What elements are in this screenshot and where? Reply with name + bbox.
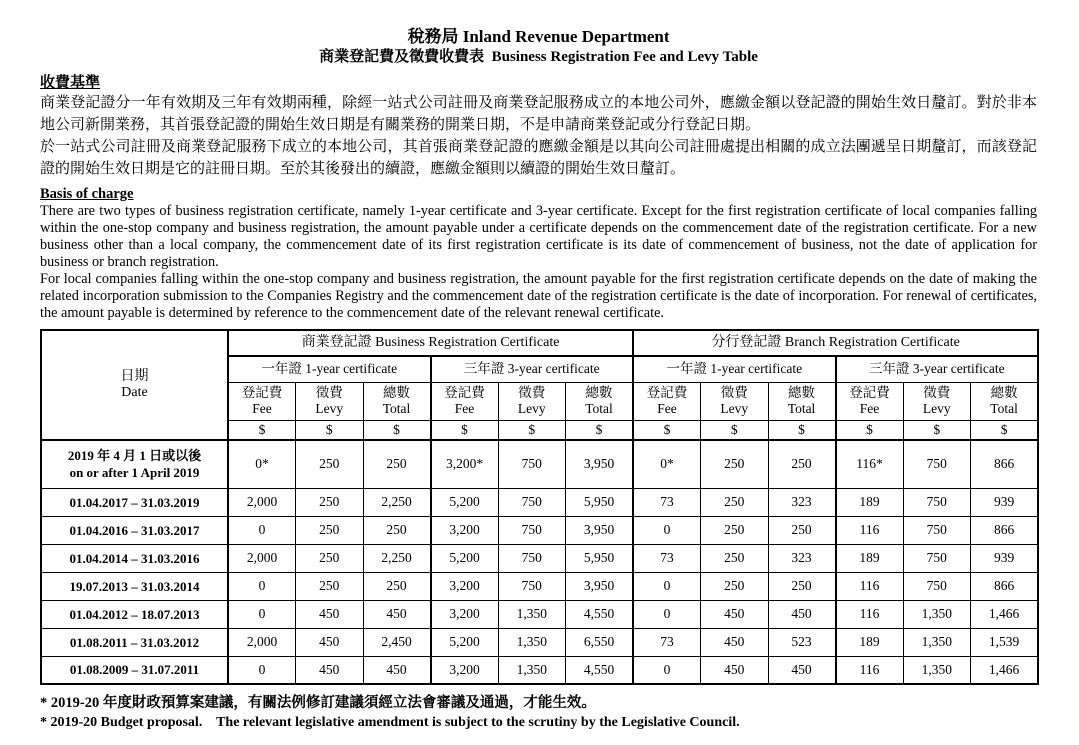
value-cell: 450: [768, 656, 836, 684]
value-cell: 5,950: [566, 488, 634, 516]
value-cell: 750: [903, 488, 971, 516]
value-cell: 250: [296, 572, 364, 600]
value-cell: 189: [836, 544, 904, 572]
date-cell: 19.07.2013 – 31.03.2014: [41, 572, 228, 600]
group-header-business-registration: 商業登記證 Business Registration Certificate: [228, 330, 633, 356]
value-cell: 0: [633, 572, 701, 600]
basis-paragraph-zh-1: 商業登記證分一年有效期及三年有效期兩種，除經一站式公司註冊及商業登記服務成立的本地公司外，應繳金額以登記證的開始生效日釐訂。對於非本地公司新開業務，其首張登記證的開始生效日期是有關業務的開業日期，不是申請商業登記或分行登記日期。: [40, 95, 1037, 133]
value-cell: 450: [701, 600, 769, 628]
value-cell: 0: [228, 656, 296, 684]
basis-of-charge-heading-zh: 收費基準: [40, 75, 101, 91]
value-cell: 1,350: [903, 656, 971, 684]
table-row: [41, 488, 1038, 516]
column-header-total: 總數 Total: [363, 382, 431, 420]
value-cell: 250: [701, 516, 769, 544]
value-cell: 189: [836, 488, 904, 516]
value-cell: 750: [903, 440, 971, 488]
value-cell: 189: [836, 628, 904, 656]
column-header-total: 總數 Total: [566, 382, 634, 420]
column-header-total: 總數 Total: [971, 382, 1039, 420]
table-row: [41, 600, 1038, 628]
value-cell: 250: [768, 440, 836, 488]
table-group-header-row: [41, 330, 1038, 356]
value-cell: 2,250: [363, 488, 431, 516]
value-cell: 750: [903, 572, 971, 600]
currency-header: $: [566, 420, 634, 440]
table-row: [41, 656, 1038, 684]
basis-paragraph-en-1: There are two types of business registration certificate, namely 1-year certificate and 3-year certificate. Except for the first registration certificate of local companies falling within the one-stop company and business registration, the amount payable under a certificate depends on the commencement date of the registration certificate. For a new business other than a local company, the commencement date of its first registration certificate is its date of commencement of business, not the date of application for business or branch registration.: [40, 203, 1037, 270]
value-cell: 250: [701, 488, 769, 516]
value-cell: 250: [363, 440, 431, 488]
value-cell: 750: [498, 440, 566, 488]
column-header-levy: 徵費 Levy: [701, 382, 769, 420]
value-cell: 450: [768, 600, 836, 628]
table-row: [41, 572, 1038, 600]
currency-header: $: [296, 420, 364, 440]
date-cell: 01.08.2011 – 31.03.2012: [41, 628, 228, 656]
value-cell: 750: [903, 544, 971, 572]
value-cell: 3,950: [566, 572, 634, 600]
table-row: [41, 516, 1038, 544]
column-header-fee: 登記費 Fee: [633, 382, 701, 420]
value-cell: 2,000: [228, 488, 296, 516]
value-cell: 450: [701, 628, 769, 656]
currency-header: $: [903, 420, 971, 440]
value-cell: 5,950: [566, 544, 634, 572]
value-cell: 450: [296, 656, 364, 684]
date-cell: 01.04.2014 – 31.03.2016: [41, 544, 228, 572]
currency-header: $: [768, 420, 836, 440]
value-cell: 0: [228, 516, 296, 544]
currency-header: $: [363, 420, 431, 440]
value-cell: 250: [296, 488, 364, 516]
value-cell: 750: [498, 488, 566, 516]
value-cell: 450: [363, 600, 431, 628]
value-cell: 450: [296, 628, 364, 656]
value-cell: 3,200: [431, 600, 499, 628]
column-header-fee: 登記費 Fee: [431, 382, 499, 420]
subgroup-header-brc-3year: 三年證 3-year certificate: [431, 356, 634, 382]
value-cell: 250: [296, 440, 364, 488]
value-cell: 0: [633, 600, 701, 628]
value-cell: 5,200: [431, 628, 499, 656]
subgroup-header-branch-1year: 一年證 1-year certificate: [633, 356, 836, 382]
column-header-levy: 徵費 Levy: [296, 382, 364, 420]
column-header-levy: 徵費 Levy: [903, 382, 971, 420]
value-cell: 250: [768, 572, 836, 600]
document-title: 稅務局 Inland Revenue Department: [407, 27, 670, 46]
document-subtitle: 商業登記費及徵費收費表 Business Registration Fee and Levy Table: [319, 49, 758, 65]
value-cell: 1,350: [498, 600, 566, 628]
currency-header: $: [701, 420, 769, 440]
currency-header: $: [431, 420, 499, 440]
value-cell: 866: [971, 516, 1039, 544]
value-cell: 2,450: [363, 628, 431, 656]
currency-header: $: [228, 420, 296, 440]
value-cell: 750: [498, 572, 566, 600]
value-cell: 4,550: [566, 656, 634, 684]
value-cell: 1,350: [903, 628, 971, 656]
value-cell: 250: [296, 516, 364, 544]
value-cell: 250: [701, 572, 769, 600]
value-cell: 73: [633, 628, 701, 656]
column-header-total: 總數 Total: [768, 382, 836, 420]
value-cell: 866: [971, 440, 1039, 488]
value-cell: 450: [701, 656, 769, 684]
value-cell: 939: [971, 488, 1039, 516]
value-cell: 2,000: [228, 628, 296, 656]
value-cell: 116: [836, 572, 904, 600]
value-cell: 116: [836, 656, 904, 684]
value-cell: 6,550: [566, 628, 634, 656]
value-cell: 1,466: [971, 656, 1039, 684]
table-row: [41, 440, 1038, 488]
value-cell: 939: [971, 544, 1039, 572]
date-cell: 01.04.2012 – 18.07.2013: [41, 600, 228, 628]
column-header-fee: 登記費 Fee: [228, 382, 296, 420]
value-cell: 0: [633, 656, 701, 684]
value-cell: 1,350: [903, 600, 971, 628]
basis-of-charge-heading-en: Basis of charge: [40, 186, 134, 202]
value-cell: 750: [498, 516, 566, 544]
value-cell: 5,200: [431, 544, 499, 572]
value-cell: 2,000: [228, 544, 296, 572]
footnote-en: * 2019-20 Budget proposal. The relevant legislative amendment is subject to the scrutiny by the Legislative Council.: [40, 715, 740, 730]
value-cell: 1,539: [971, 628, 1039, 656]
value-cell: 5,200: [431, 488, 499, 516]
value-cell: 4,550: [566, 600, 634, 628]
value-cell: 0*: [228, 440, 296, 488]
date-cell: 01.04.2017 – 31.03.2019: [41, 488, 228, 516]
subgroup-header-brc-1year: 一年證 1-year certificate: [228, 356, 431, 382]
date-column-header-zh: 日期: [120, 369, 149, 384]
subgroup-header-branch-3year: 三年證 3-year certificate: [836, 356, 1039, 382]
basis-paragraph-en-2: For local companies falling within the one-stop company and business registration, the amount payable for the first registration certificate depends on the date of making the related incorporation submission to the Companies Registry and the commencement date of the registration certificate is the date of incorporation. For renewal of certificates, the amount payable is determined by reference to the commencement date of the relevant renewal certificate.: [40, 271, 1037, 321]
date-cell: 01.08.2009 – 31.07.2011: [41, 656, 228, 684]
value-cell: 1,350: [498, 656, 566, 684]
value-cell: 116: [836, 600, 904, 628]
value-cell: 250: [768, 516, 836, 544]
value-cell: 0: [633, 516, 701, 544]
value-cell: 116: [836, 516, 904, 544]
date-column-header-en: Date: [121, 385, 148, 400]
basis-paragraph-zh-2: 於一站式公司註冊及商業登記服務下成立的本地公司，其首張商業登記證的應繳金額是以其向公司註冊處提出相關的成立法團遞呈日期釐訂，而該登記證的開始生效日期是它的註冊日期。至於其後發出的續證，應繳金額則以續證的開始生效日釐訂。: [40, 139, 1037, 177]
date-cell: 2019 年 4 月 1 日或以後 on or after 1 April 2019: [41, 440, 228, 488]
currency-header: $: [971, 420, 1039, 440]
value-cell: 3,200: [431, 656, 499, 684]
value-cell: 323: [768, 544, 836, 572]
value-cell: 750: [903, 516, 971, 544]
value-cell: 3,200*: [431, 440, 499, 488]
column-header-levy: 徵費 Levy: [498, 382, 566, 420]
footnote-zh: * 2019-20 年度財政預算案建議，有關法例修訂建議須經立法會審議及通過，才能生效。: [40, 695, 596, 711]
date-column-header: [41, 330, 228, 440]
currency-header: $: [633, 420, 701, 440]
value-cell: 866: [971, 572, 1039, 600]
value-cell: 523: [768, 628, 836, 656]
value-cell: 3,200: [431, 516, 499, 544]
value-cell: 2,250: [363, 544, 431, 572]
value-cell: 250: [296, 544, 364, 572]
table-row: [41, 628, 1038, 656]
fee-levy-table: [40, 329, 1039, 685]
value-cell: 3,950: [566, 516, 634, 544]
currency-header: $: [498, 420, 566, 440]
value-cell: 1,466: [971, 600, 1039, 628]
value-cell: 0: [228, 600, 296, 628]
value-cell: 450: [363, 656, 431, 684]
currency-header: $: [836, 420, 904, 440]
value-cell: 116*: [836, 440, 904, 488]
value-cell: 1,350: [498, 628, 566, 656]
column-header-fee: 登記費 Fee: [836, 382, 904, 420]
value-cell: 3,200: [431, 572, 499, 600]
date-cell: 01.04.2016 – 31.03.2017: [41, 516, 228, 544]
value-cell: 250: [363, 516, 431, 544]
value-cell: 750: [498, 544, 566, 572]
value-cell: 250: [701, 440, 769, 488]
value-cell: 450: [296, 600, 364, 628]
value-cell: 73: [633, 544, 701, 572]
value-cell: 0: [228, 572, 296, 600]
value-cell: 3,950: [566, 440, 634, 488]
group-header-branch-registration: 分行登記證 Branch Registration Certificate: [633, 330, 1038, 356]
value-cell: 250: [701, 544, 769, 572]
value-cell: 323: [768, 488, 836, 516]
table-row: [41, 544, 1038, 572]
value-cell: 250: [363, 572, 431, 600]
value-cell: 0*: [633, 440, 701, 488]
value-cell: 73: [633, 488, 701, 516]
